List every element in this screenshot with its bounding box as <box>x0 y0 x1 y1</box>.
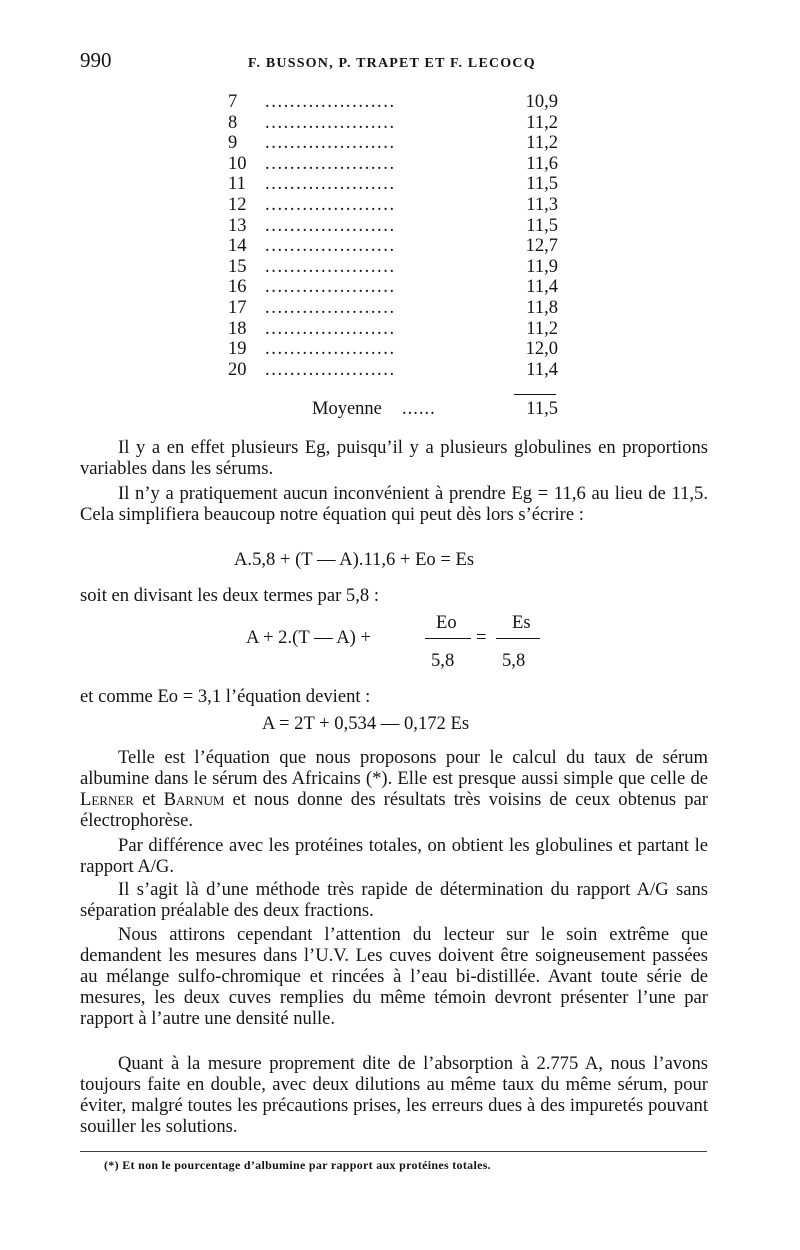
footnote-rule <box>80 1151 707 1152</box>
row-leader: ..................... <box>265 297 396 318</box>
table-row <box>228 339 558 360</box>
row-number: 13 <box>228 215 247 236</box>
mean-value: 11,5 <box>526 399 558 419</box>
row-number: 11 <box>228 174 246 195</box>
row-number: 20 <box>228 359 247 380</box>
paragraph-6: Par différence avec les protéines totales, on obtient les globulines et partant le rapport A/G. <box>80 835 708 877</box>
paragraph-7: Il s’agit là d’une méthode très rapide de détermination du rapport A/G sans séparation préalable des deux fractions. <box>80 879 708 921</box>
paragraph-5-text-b: et <box>133 789 164 810</box>
equation-2-bar-2 <box>496 638 540 639</box>
row-number: 19 <box>228 339 247 360</box>
paragraph-2: Il n’y a pratiquement aucun inconvénient à prendre Eg = 11,6 au lieu de 11,5. Cela simplifiera beaucoup notre équation qui peut dès lors s’écrire : <box>80 483 708 525</box>
table-row <box>228 360 558 381</box>
equation-2-equals: = <box>476 627 487 648</box>
row-leader: ..................... <box>265 359 396 380</box>
row-value: 11,5 <box>526 174 558 195</box>
equation-1: A.5,8 + (T — A).11,6 + Eo = Es <box>234 549 475 570</box>
equation-2-left: A + 2.(T — A) + <box>246 627 371 648</box>
row-value: 11,4 <box>526 359 558 380</box>
table-row <box>228 277 558 298</box>
row-leader: ..................... <box>265 194 396 215</box>
author-barnum: Barnum <box>163 789 225 810</box>
footnote: (*) Et non le pourcentage d’albumine par rapport aux protéines totales. <box>104 1158 491 1172</box>
row-value: 11,3 <box>526 194 558 215</box>
row-leader: ..................... <box>265 277 396 298</box>
mean-leader: ...... <box>402 399 436 419</box>
row-leader: ..................... <box>265 112 396 133</box>
page-number: 990 <box>80 48 112 72</box>
row-value: 11,8 <box>526 297 558 318</box>
row-number: 14 <box>228 236 247 257</box>
row-number: 16 <box>228 277 247 298</box>
row-value: 11,4 <box>526 277 558 298</box>
table-row <box>228 216 558 237</box>
equation-2-denominator-2: 5,8 <box>502 650 526 671</box>
row-value: 11,2 <box>526 133 558 154</box>
table-sum-rule <box>514 394 556 395</box>
row-leader: ..................... <box>265 236 396 257</box>
paragraph-4: et comme Eo = 3,1 l’équation devient : <box>80 686 371 707</box>
mean-label: Moyenne <box>312 399 382 419</box>
table-row <box>228 257 558 278</box>
paragraph-9: Quant à la mesure proprement dite de l’absorption à 2.775 A, nous l’avons toujours faite en double, avec deux dilutions au même taux du même sérum, pour éviter, malgré toutes les précautions prises, les erreurs dues à des impuretés pouvant souiller les solutions. <box>80 1053 708 1137</box>
equation-2-numerator-1: Eo <box>436 612 457 633</box>
table-row <box>228 298 558 319</box>
row-number: 12 <box>228 194 247 215</box>
table-row <box>228 174 558 195</box>
row-number: 7 <box>228 92 238 112</box>
row-leader: ..................... <box>265 215 396 236</box>
row-number: 9 <box>228 133 238 154</box>
row-value: 11,9 <box>526 256 558 277</box>
table-row <box>228 133 558 154</box>
paragraph-5-text-c: et nous donne des résultats très voisins de ceux obtenus par électrophorèse. <box>80 789 708 831</box>
row-leader: ..................... <box>265 133 396 154</box>
row-value: 12,0 <box>525 339 558 360</box>
equation-2-numerator-2: Es <box>512 612 531 633</box>
row-leader: ..................... <box>265 174 396 195</box>
table-row <box>228 236 558 257</box>
row-leader: ..................... <box>265 318 396 339</box>
paragraph-3: soit en divisant les deux termes par 5,8 : <box>80 585 379 606</box>
paragraph-5 <box>80 747 708 831</box>
equation-2-bar-1 <box>425 638 471 639</box>
row-leader: ..................... <box>265 256 396 277</box>
table-row <box>228 154 558 175</box>
row-leader: ..................... <box>265 92 396 112</box>
row-value: 11,2 <box>526 318 558 339</box>
row-leader: ..................... <box>265 153 396 174</box>
row-leader: ..................... <box>265 339 396 360</box>
table-row <box>228 113 558 134</box>
running-header: F. BUSSON, P. TRAPET ET F. LECOCQ <box>248 56 536 71</box>
equation-2-denominator-1: 5,8 <box>431 650 455 671</box>
row-number: 18 <box>228 318 247 339</box>
table-row <box>228 319 558 340</box>
paragraph-1: Il y a en effet plusieurs Eg, puisqu’il y a plusieurs globulines en proportions variables dans les sérums. <box>80 437 708 479</box>
row-value: 12,7 <box>525 236 558 257</box>
row-number: 15 <box>228 256 247 277</box>
author-lerner: Lerner <box>80 789 134 810</box>
row-value: 11,5 <box>526 215 558 236</box>
values-table <box>228 92 558 380</box>
paragraph-8: Nous attirons cependant l’attention du lecteur sur le soin extrême que demandent les mesures dans l’U.V. Les cuves doivent être soigneusement passées au mélange sulfo-chromique et rincées à l’eau bi-distillée. Avant toute série de mesures, les deux cuves remplies du même témoin devront présenter l’une par rapport à l’autre une densité nulle. <box>80 924 708 1029</box>
row-number: 8 <box>228 112 238 133</box>
row-value: 11,6 <box>526 153 558 174</box>
row-value: 11,2 <box>526 112 558 133</box>
table-row <box>228 195 558 216</box>
table-row <box>228 92 558 113</box>
row-number: 10 <box>228 153 247 174</box>
row-value: 10,9 <box>525 92 558 112</box>
equation-3: A = 2T + 0,534 — 0,172 Es <box>262 713 470 734</box>
paragraph-5-text-a: Telle est l’équation que nous proposons pour le calcul du taux de sérum albumine dans le sérum des Africains (*). Elle est presque aussi simple que celle de <box>80 747 708 789</box>
row-number: 17 <box>228 297 247 318</box>
